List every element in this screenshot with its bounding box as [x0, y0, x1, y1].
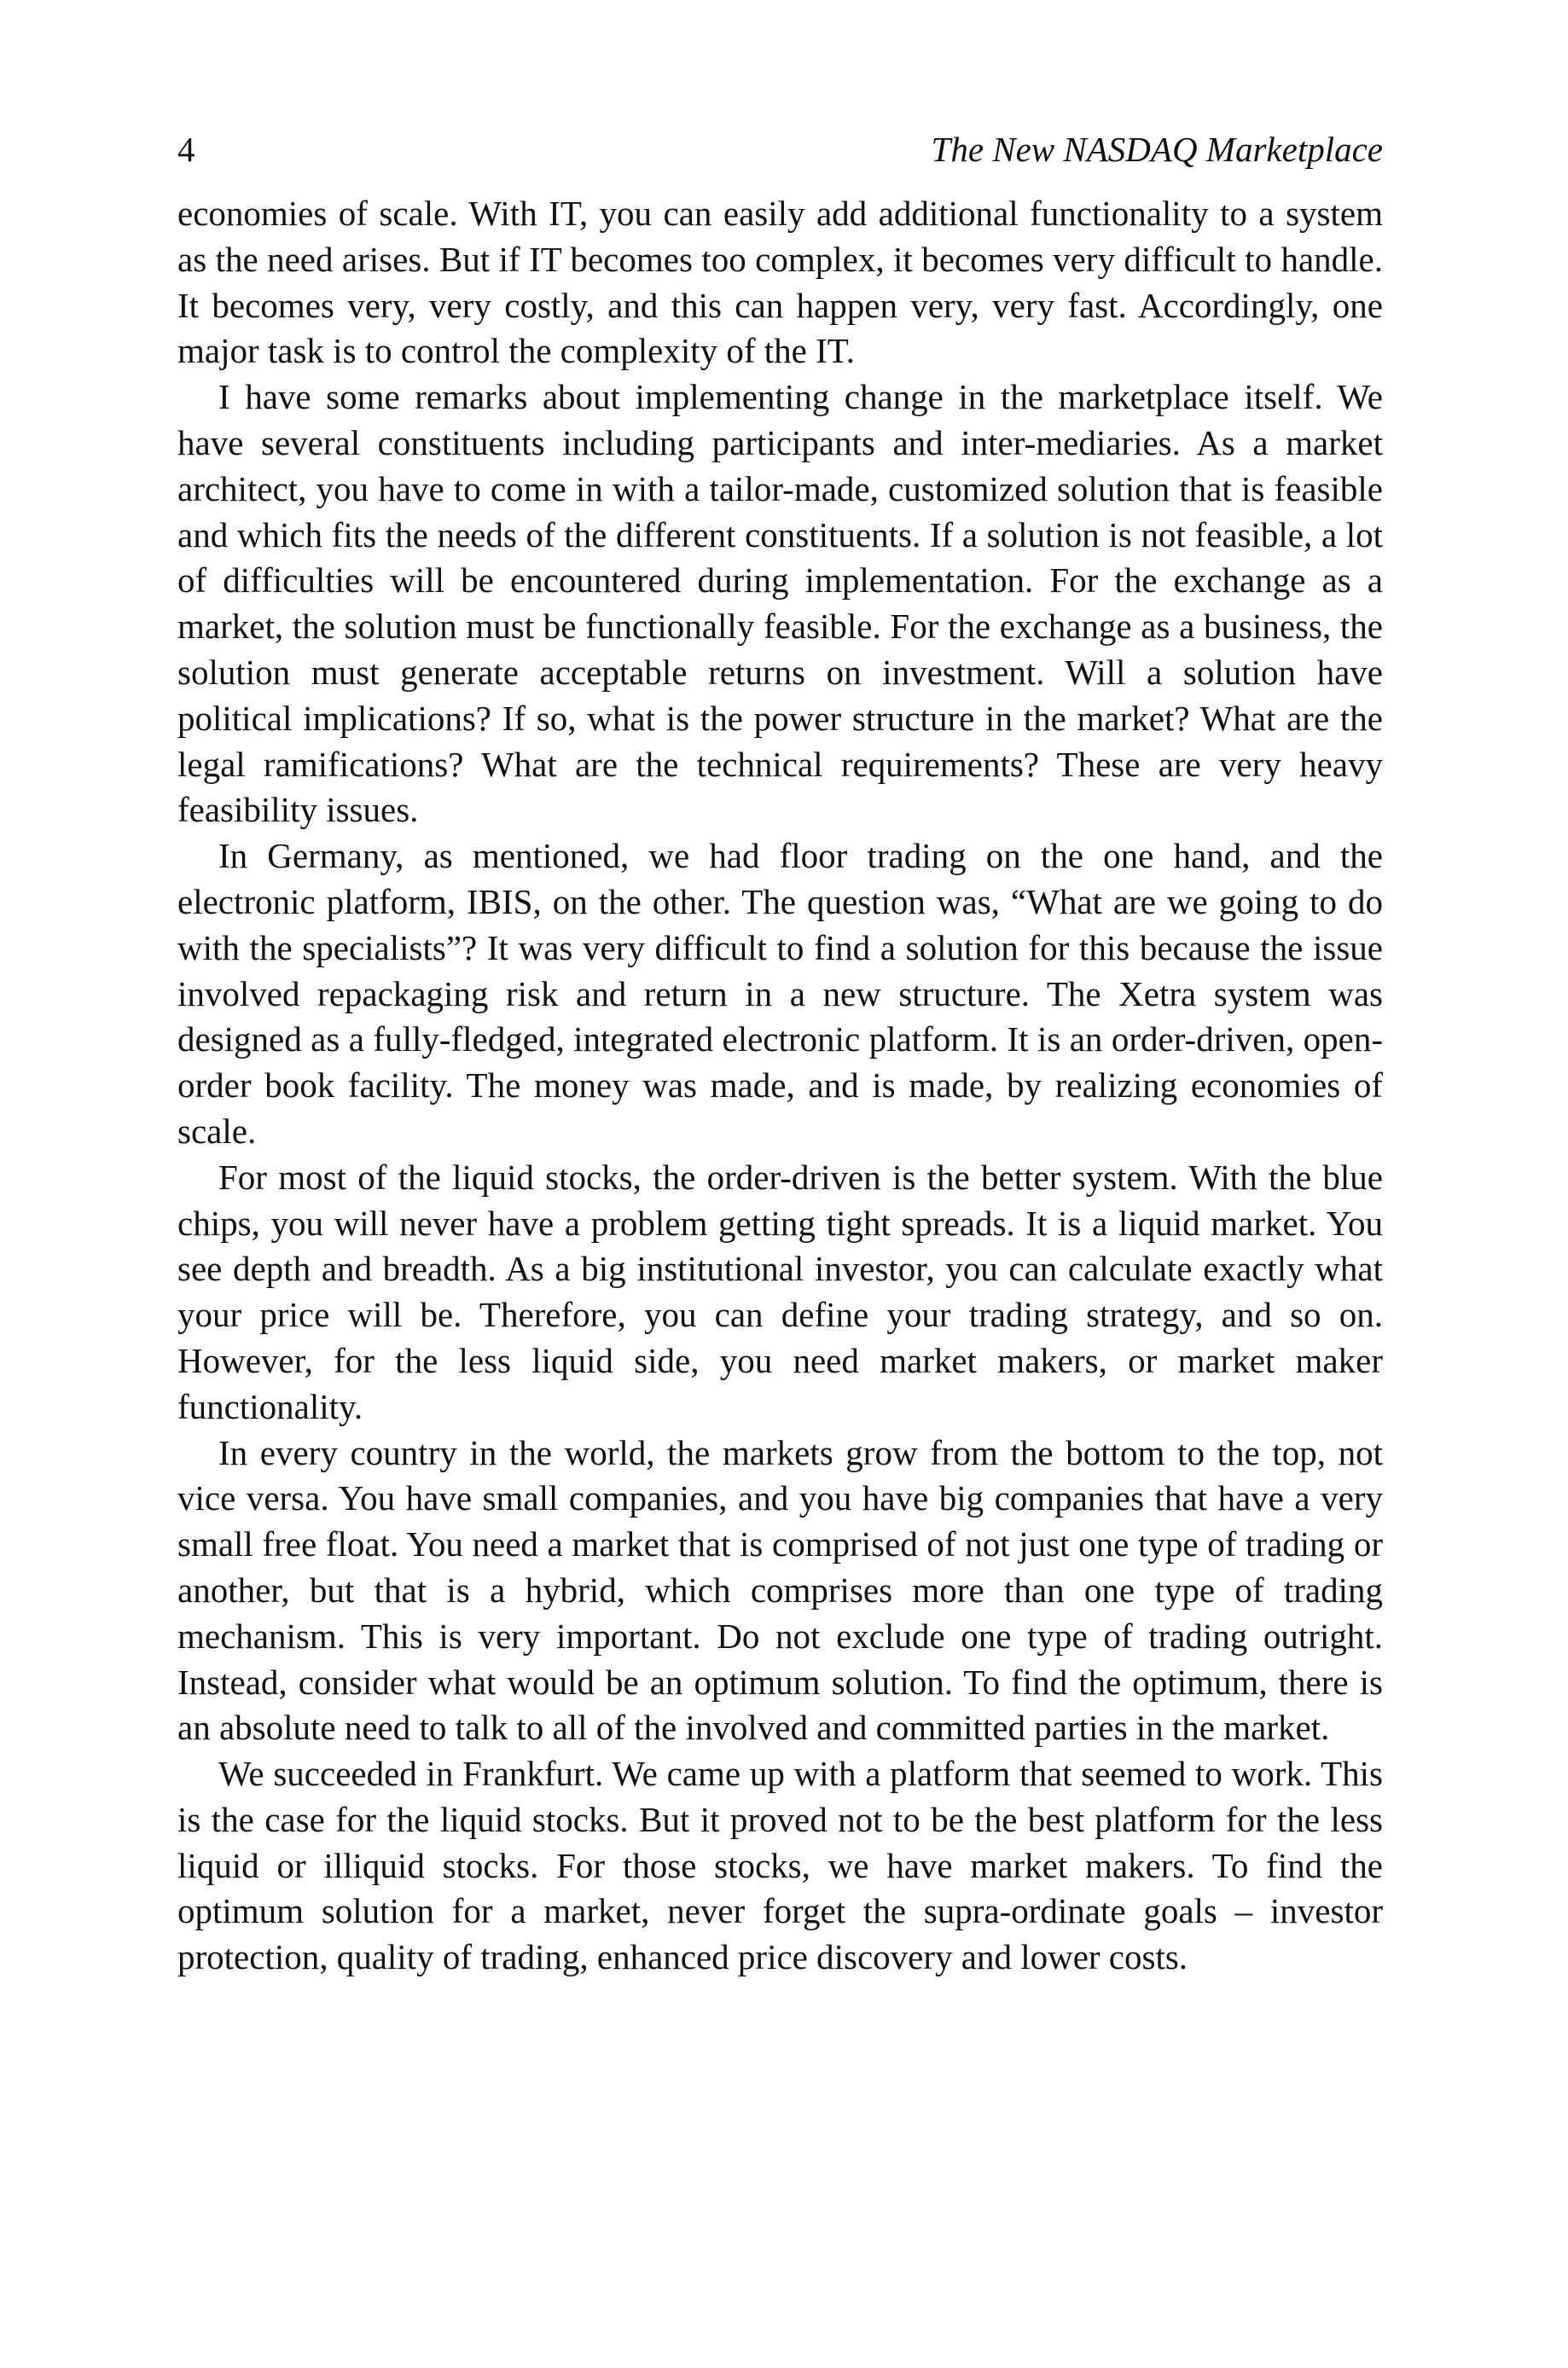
body-text — [177, 191, 1383, 1981]
running-head — [177, 128, 1383, 171]
paragraph-6: We succeeded in Frankfurt. We came up with a platform that seemed to work. This is the case for the liquid stocks. But it proved not to be the best platform for the less liquid or illiquid stocks. For those stocks, we have market makers. To find the optimum solution for a market, never forget the supra-ordinate goals – investor protection, quality of trading, enhanced price discovery and lower costs. — [177, 1754, 1383, 1977]
paragraph-1: economies of scale. With IT, you can easily add additional functionality to a system as the need arises. But if IT becomes too complex, it becomes very difficult to handle. It becomes very, very costly, and this can happen very, very fast. Accordingly, one major task is to control the complexity of the IT. — [177, 194, 1383, 371]
paragraph-3: In Germany, as mentioned, we had floor trading on the one hand, and the electronic platform, IBIS, on the other. The question was, “What are we going to do with the specialists”? It was very difficult to find a solution for this because the issue involved repackaging risk and return in a new structure. The Xetra system was designed as a fully-fledged, integrated electronic platform. It is an order-driven, open-order book facility. The money was made, and is made, by realizing economies of scale. — [177, 836, 1383, 1151]
paragraph-2: I have some remarks about implementing change in the marketplace itself. We have several constituents including participants and inter-mediaries. As a market architect, you have to come in with a tailor-made, customized solution that is feasible and which fits the needs of the different constituents. If a solution is not feasible, a lot of difficulties will be encountered during implementation. For the exchange as a market, the solution must be functionally feasible. For the exchange as a business, the solution must generate acceptable returns on investment. Will a solution have political implications? If so, what is the power structure in the market? What are the legal ramifications? What are the technical requirements? These are very heavy feasibility issues. — [177, 377, 1383, 830]
paragraph-5: In every country in the world, the markets grow from the bottom to the top, not vice versa. You have small companies, and you have big companies that have a very small free float. You need a market that is comprised of not just one type of trading or another, but that is a hybrid, which comprises more than one type of trading mechanism. This is very important. Do not exclude one type of trading outright. Instead, consider what would be an optimum solution. To find the optimum, there is an absolute need to talk to all of the involved and committed parties in the market. — [177, 1432, 1383, 1748]
book-title: The New NASDAQ Marketplace — [931, 130, 1383, 169]
book-page — [177, 128, 1383, 1981]
paragraph-4: For most of the liquid stocks, the order-driven is the better system. With the blue chips, you will never have a problem getting tight spreads. It is a liquid market. You see depth and breadth. As a big institutional investor, you can calculate exactly what your price will be. Therefore, you can define your trading strategy, and so on. However, for the less liquid side, you need market makers, or market maker functionality. — [177, 1157, 1383, 1426]
page-number: 4 — [177, 130, 195, 169]
